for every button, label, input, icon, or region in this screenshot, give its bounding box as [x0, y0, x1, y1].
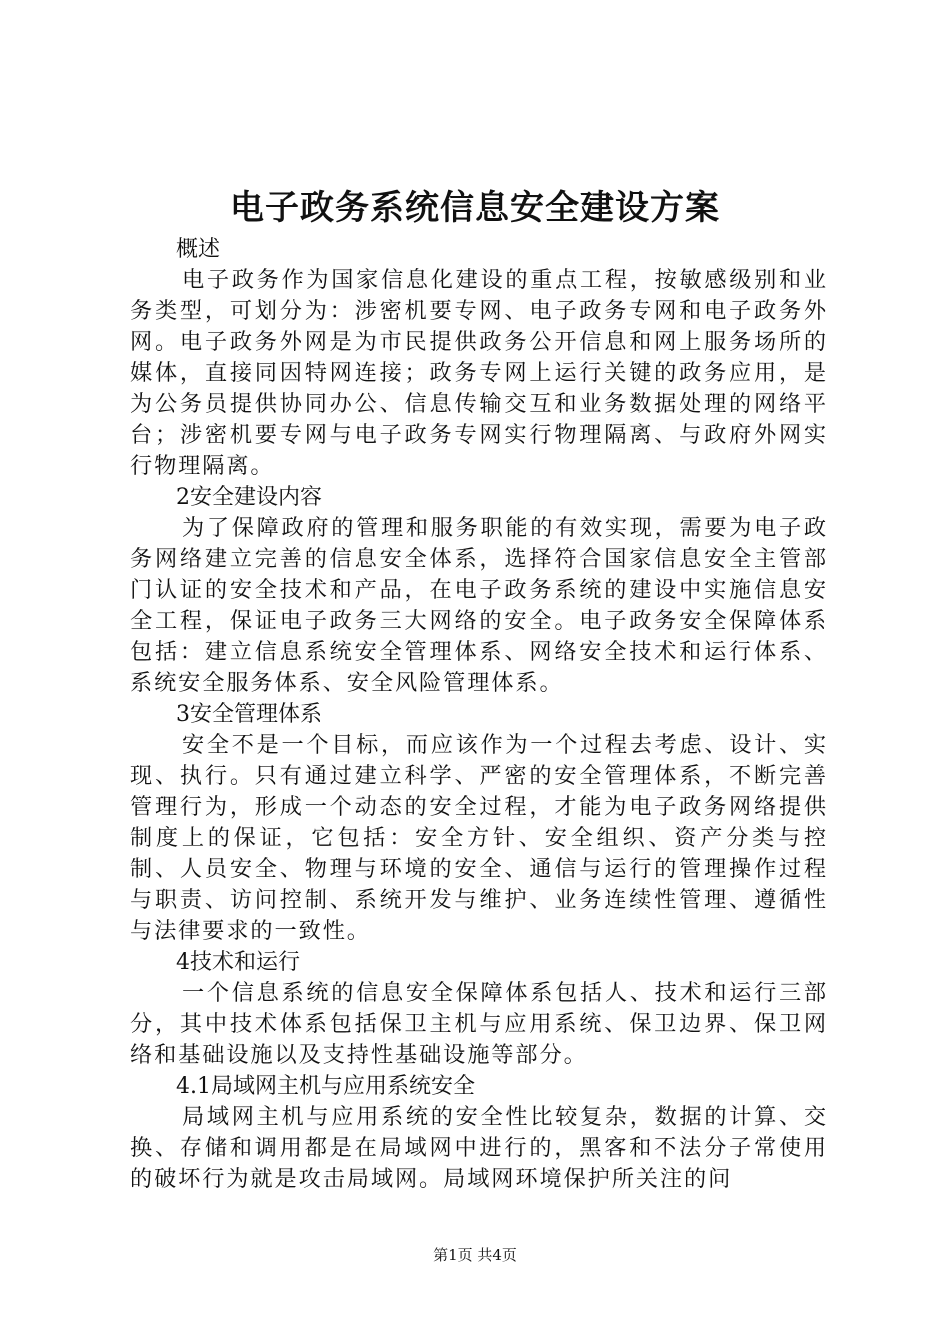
section-heading-overview: 概述 [176, 237, 221, 262]
section-heading-technology-operation: 4技术和运行 [176, 950, 300, 975]
section-heading-security-management: 3安全管理体系 [176, 702, 322, 727]
document-body [130, 234, 828, 1195]
section-paragraph-lan-host-security: 局域网主机与应用系统的安全性比较复杂，数据的计算、交换、存储和调用都是在局域网中进行的，黑客和不法分子常使用的破坏行为就是攻击局域网。局域网环境保护所关注的问 [130, 1104, 828, 1192]
document-title: 电子政务系统信息安全建设方案 [230, 188, 720, 228]
page-footer: 第1页 共4页 [433, 1246, 517, 1264]
section-paragraph-security-construction: 为了保障政府的管理和服务职能的有效实现，需要为电子政务网络建立完善的信息安全体系，选择符合国家信息安全主管部门认证的安全技术和产品，在电子政务系统的建设中实施信息安全工程，保证电子政务三大网络的安全。电子政务安全保障体系包括：建立信息系统安全管理体系、网络安全技术和运行体系、系统安全服务体系、安全风险管理体系。 [130, 515, 828, 696]
section-paragraph-overview: 电子政务作为国家信息化建设的重点工程，按敏感级别和业务类型，可划分为：涉密机要专网、电子政务专网和电子政务外网。电子政务外网是为市民提供政务公开信息和网上服务场所的媒体，直接同因特网连接；政务专网上运行关键的政务应用，是为公务员提供协同办公、信息传输交互和业务数据处理的网络平台；涉密机要专网与电子政务专网实行物理隔离、与政府外网实行物理隔离。 [130, 267, 828, 479]
section-paragraph-technology-operation: 一个信息系统的信息安全保障体系包括人、技术和运行三部分，其中技术体系包括保卫主机与应用系统、保卫边界、保卫网络和基础设施以及支持性基础设施等部分。 [130, 980, 828, 1068]
section-heading-lan-host-security: 4.1局域网主机与应用系统安全 [176, 1074, 475, 1099]
section-heading-security-construction: 2安全建设内容 [176, 485, 322, 510]
section-paragraph-security-management: 安全不是一个目标，而应该作为一个过程去考虑、设计、实现、执行。只有通过建立科学、严密的安全管理体系，不断完善管理行为，形成一个动态的安全过程，才能为电子政务网络提供制度上的保证，它包括：安全方针、安全组织、资产分类与控制、人员安全、物理与环境的安全、通信与运行的管理操作过程与职责、访问控制、系统开发与维护、业务连续性管理、遵循性与法律要求的一致性。 [130, 732, 828, 944]
